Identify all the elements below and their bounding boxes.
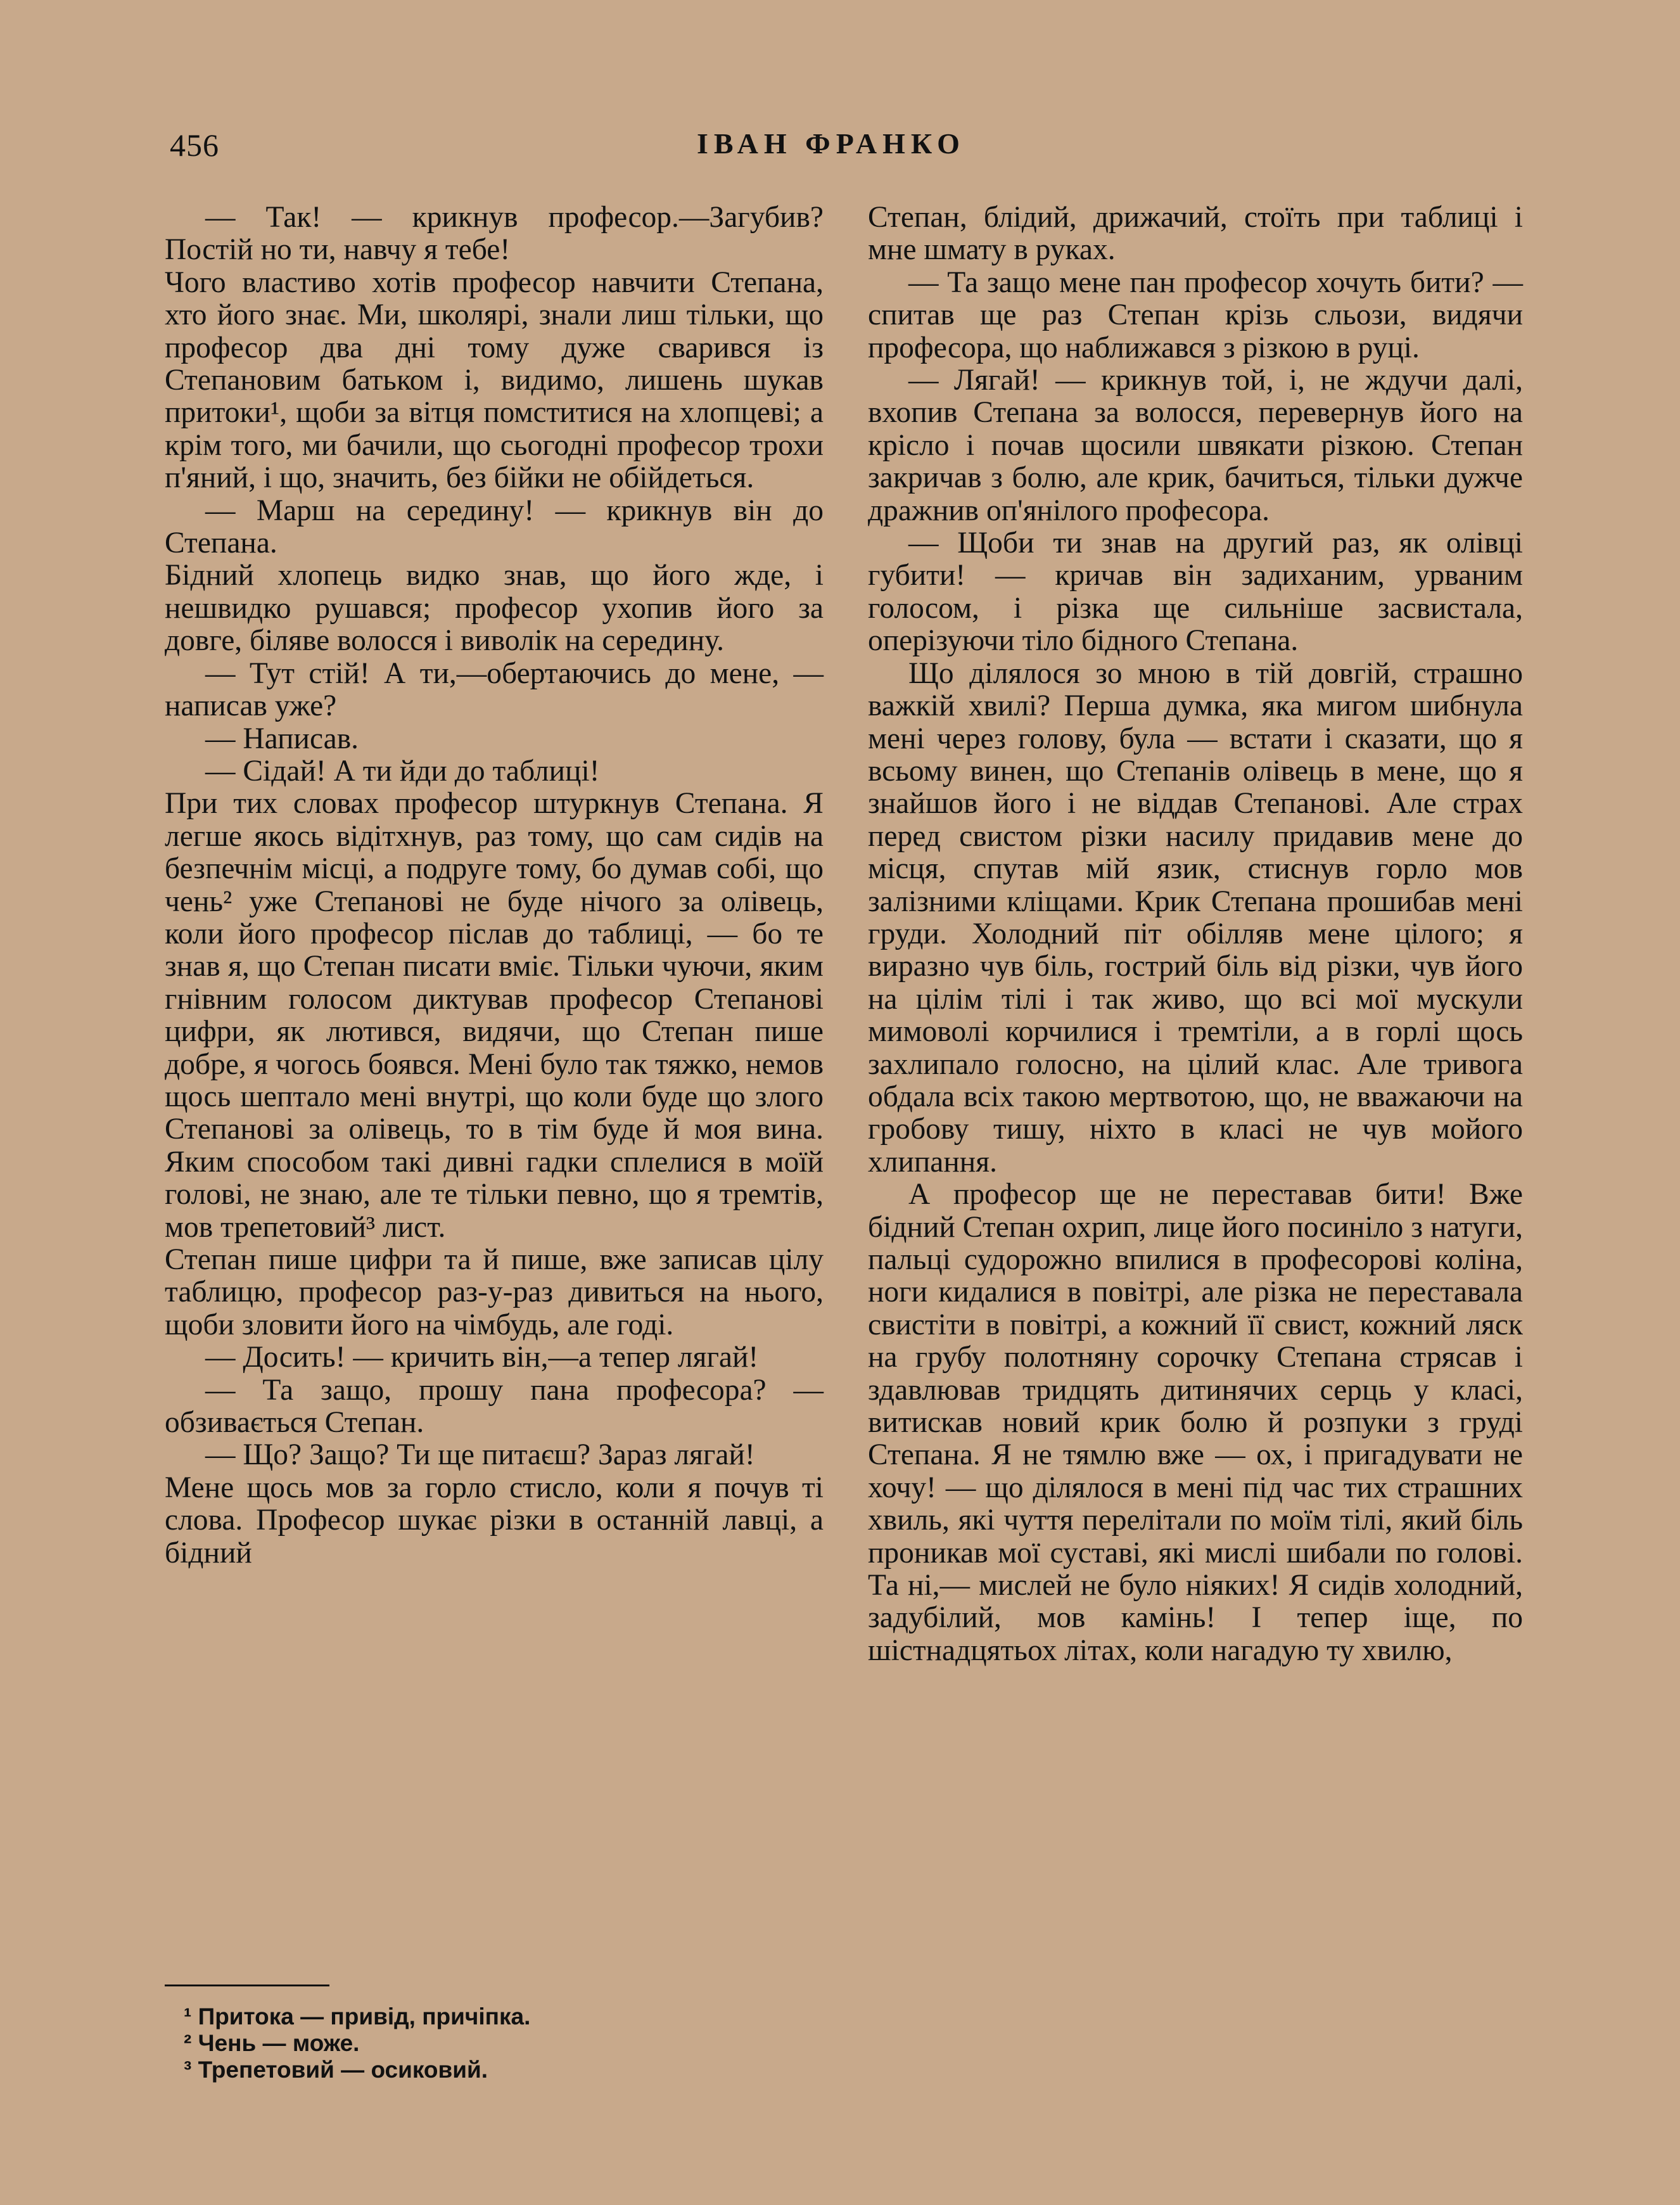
paragraph: — Написав.: [205, 722, 359, 755]
running-title: ІВАН ФРАНКО: [697, 127, 965, 160]
paragraph: А професор ще не переставав бити! Вже бідний Степан охрип, лице його посиніло з натуги, пальці судорожно впилися в професорові коліна, ноги кидалися в повітрі, але різка не переставала свистіти в повітрі, а кожний її свист, кожний ляск на грубу полотняну сорочку Степана стрясав і здавлював тридцять дитинячих серць у класі, витискав новий крик болю й розпуки з груді Степана. Я не тямлю вже — ох, і пригадувати не хочу! — що ділялося в мені під час тих страшних хвиль, які чуття перелітали по моїм тілі, який біль проникав мої суставі, які мислі шибали по голові. Та ні,— мислей не було ніяких! Я сидів холодний, задубілий, мов камінь! І тепер іще, по шістнадцятьох літах, коли нагадую ту хвилю,: [868, 1178, 1523, 1667]
paragraph: — Тут стій! А ти,—обертаючись до мене, — написав уже?: [165, 656, 824, 723]
left-column: [165, 201, 824, 1569]
paragraph: Бідний хлопець видко знав, що його жде, і нешвидко рушався; професор ухопив його за довге, біляве волосся і виволік на середину.: [165, 559, 824, 658]
paragraph: — Марш на середину! — крикнув він до Степана.: [165, 494, 824, 560]
paragraph: Степан, блідий, дрижачий, стоїть при таблиці і мне шмату в руках.: [868, 201, 1523, 267]
paragraph: Мене щось мов за горло стисло, коли я почув ті слова. Професор шукає різки в останній лавці, а бідний: [165, 1471, 824, 1569]
paragraph: При тих словах професор штуркнув Степана. Я легше якось відітхнув, раз тому, що сам сидів на безпечнім місці, а подруге тому, бо думав собі, що чень² уже Степанові не буде нічого за олівець, коли його професор післав до таблиці, — бо те знав я, що Степан писати вміє. Тільки чуючи, яким гнівним голосом диктував професор Степанові цифри, як лютився, видячи, що Степан пише добре, я чогось боявся. Мені було так тяжко, немов щось шептало мені внутрі, що коли буде що злого Степанові за олівець, то в тім буде й моя вина. Яким способом такі дивні гадки сплелися в моїй голові, не знаю, але те тільки певно, що я тремтів, мов трепетовий³ лист.: [165, 787, 824, 1244]
paragraph: — Та защо, прошу пана професора? — обзивається Степан.: [165, 1373, 824, 1440]
paragraph: — Так! — крикнув професор.—Загубив? Постій но ти, навчу я тебе!: [165, 201, 824, 267]
footnote-divider: [165, 1984, 329, 1986]
footnote: ³ Трепетовий — осиковий.: [184, 2057, 488, 2083]
footnote: ¹ Притока — привід, причіпка.: [184, 2004, 531, 2029]
paragraph: Чого властиво хотів професор навчити Степана, хто його знає. Ми, школярі, знали лиш тільки, що професор два дні тому дуже сварився із Степановим батьком і, видимо, лишень шукав притоки¹, щоби за вітця помститися на хлопцеві; а крім того, ми бачили, що сьогодні професор трохи п'яний, і що, значить, без бійки не обійдеться.: [165, 265, 824, 495]
paragraph: — Лягай! — крикнув той, і, не ждучи далі, вхопив Степана за волосся, перевернув його на крісло і почав щосили швякати різкою. Степан закричав з болю, але крик, бачиться, тільки дужче дражнив оп'янілого професора.: [868, 364, 1523, 527]
paragraph: — Сідай! А ти йди до таблиці!: [205, 754, 600, 788]
paragraph: Степан пише цифри та й пише, вже записав цілу таблицю, професор раз-у-раз дивиться на нього, щоби зловити його на чімбудь, але годі.: [165, 1243, 824, 1341]
paragraph: — Щоби ти знав на другий раз, як олівці губити! — кричав він задиханим, урваним голосом, і різка ще сильніше засвистала, оперізуючи тіло бідного Степана.: [868, 527, 1523, 658]
paragraph: — Досить! — кричить він,—а тепер лягай!: [205, 1341, 759, 1374]
paragraph: Що ділялося зо мною в тій довгій, страшно важкій хвилі? Перша думка, яка мигом шибнула мені через голову, була — встати і сказати, що я всьому винен, що Степанів олівець в мене, що я знайшов його і не віддав Степанові. Але страх перед свистом різки насилу придавив мене до місця, спутав мій язик, стиснув горло мов залізними кліщами. Крик Степана прошибав мені груди. Холодний піт обілляв мене цілого; я виразно чув біль, гострий біль від різки, чув його на цілім тілі і так живо, що всі мої мускули мимоволі корчилися і тремтіли, а в горлі щось захлипало голосно, на цілий клас. Але тривога обдала всіх такою мертвотою, що, не вважаючи на гробову тишу, ніхто в класі не чув мойого хлипання.: [868, 656, 1523, 1179]
footnote: ² Чень — може.: [184, 2030, 360, 2056]
paragraph: — Та защо мене пан професор хочуть бити? — спитав ще раз Степан крізь сльози, видячи професора, що наближався з різкою в руці.: [868, 265, 1523, 364]
paragraph: — Що? Защо? Ти ще питаєш? Зараз лягай!: [205, 1438, 755, 1472]
right-column: [868, 201, 1523, 1667]
page-number: 456: [170, 127, 219, 163]
footnotes: [184, 2004, 817, 2083]
